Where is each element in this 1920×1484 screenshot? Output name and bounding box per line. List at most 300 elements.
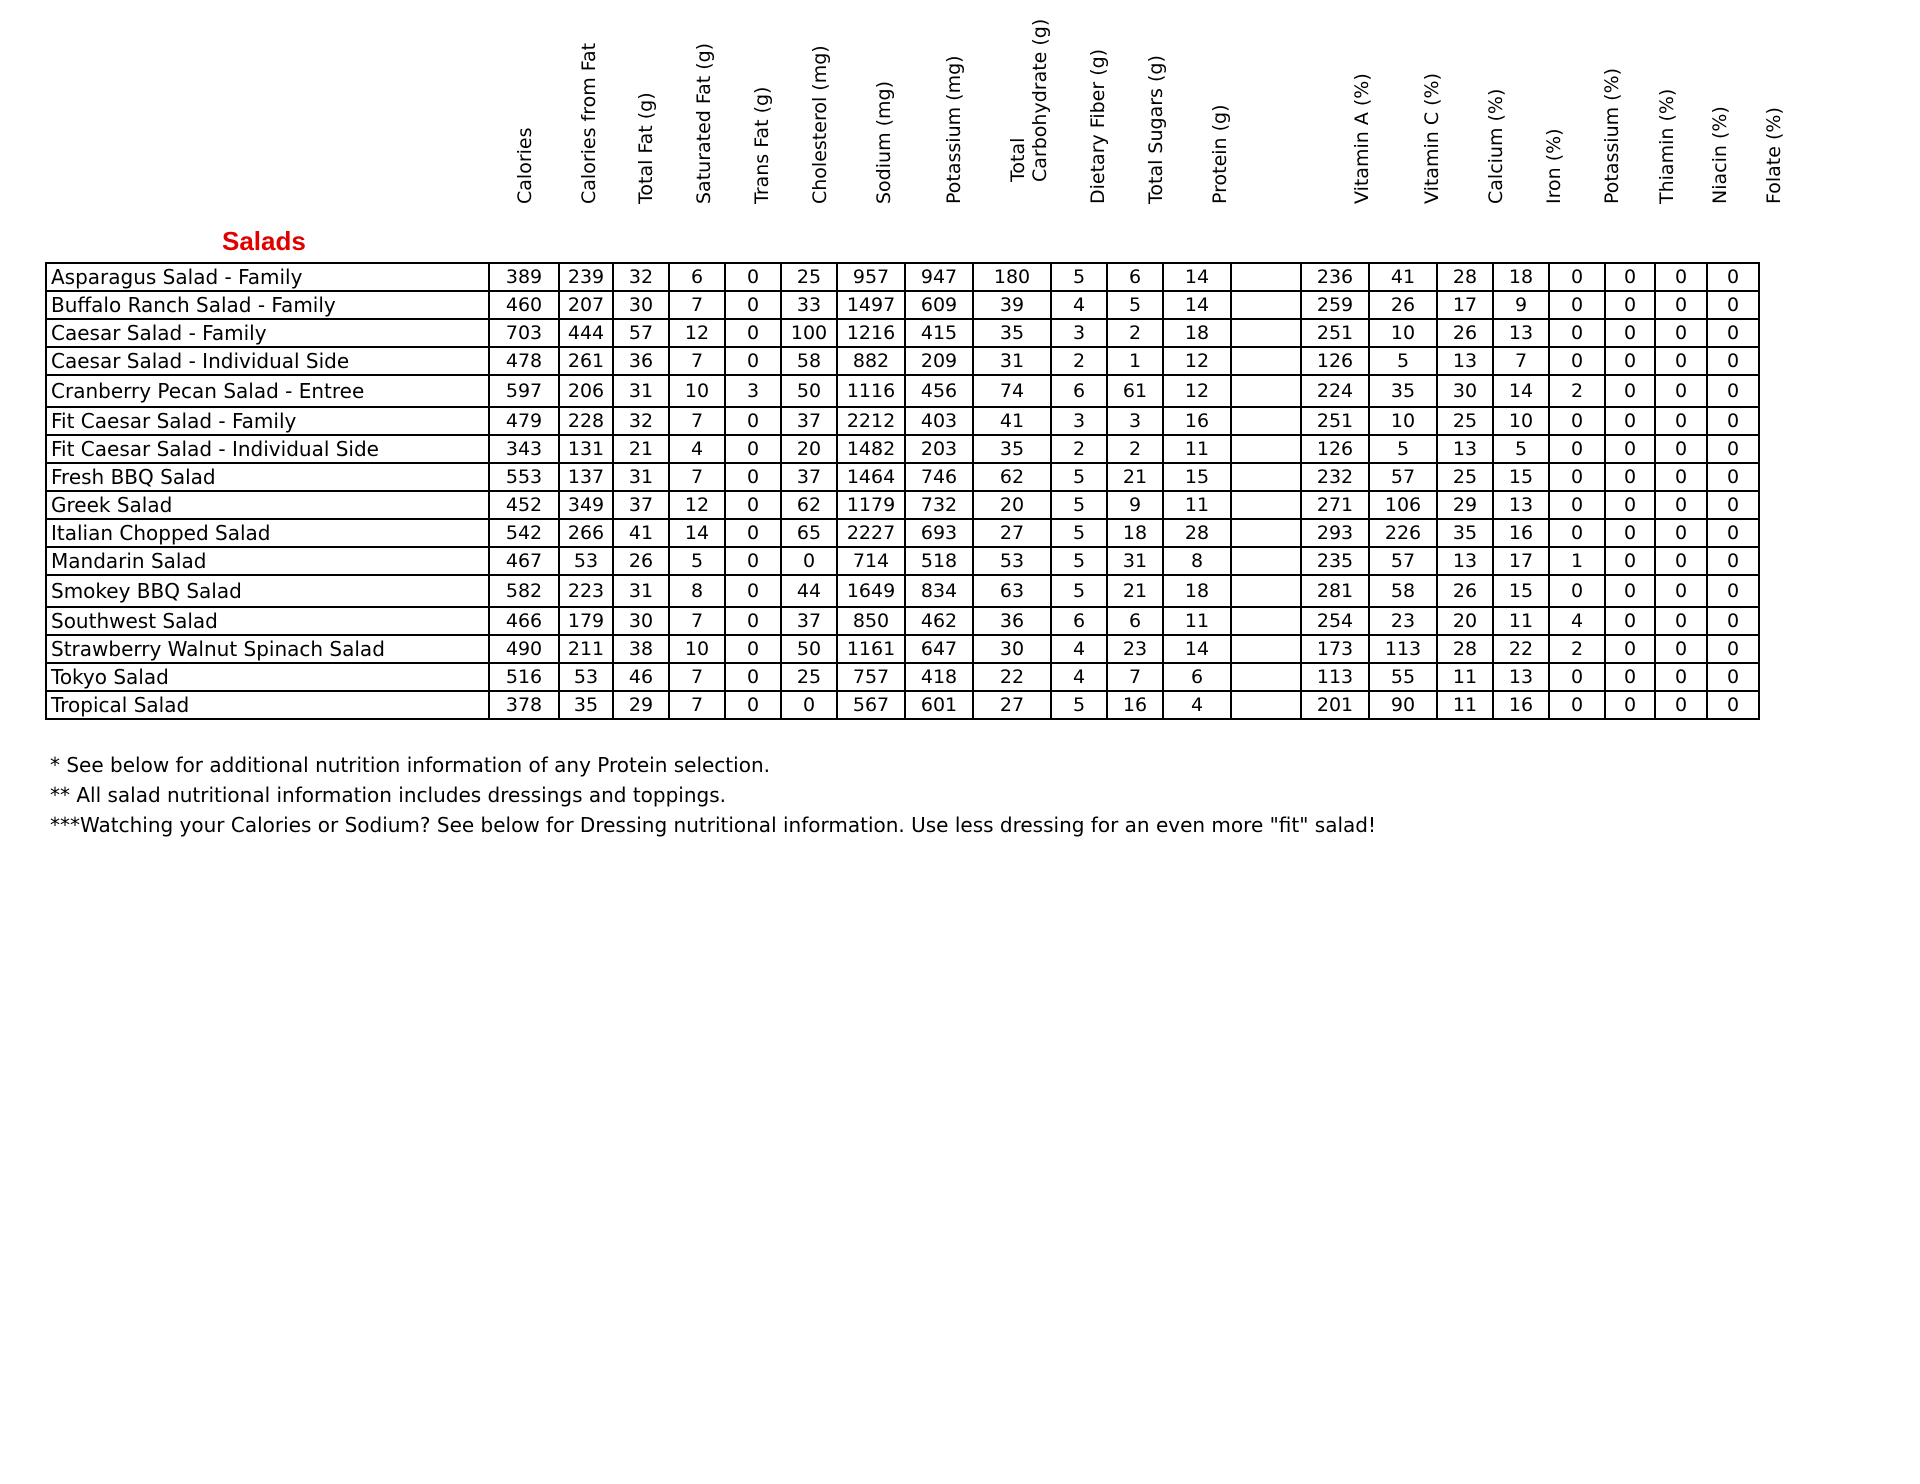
value-cell: 0 (725, 663, 781, 691)
item-name-cell: Mandarin Salad (46, 547, 489, 575)
value-cell: 5 (1051, 691, 1107, 719)
value-cell: 403 (905, 407, 973, 435)
table-row (46, 347, 1759, 375)
value-cell: 0 (1549, 435, 1605, 463)
value-cell: 30 (613, 291, 669, 319)
column-header (1070, 50, 1126, 226)
item-name-cell: Southwest Salad (46, 607, 489, 635)
value-cell (1231, 547, 1301, 575)
value-cell: 3 (725, 375, 781, 407)
value-cell: 4 (1163, 691, 1231, 719)
table-row (46, 519, 1759, 547)
value-cell: 20 (1437, 607, 1493, 635)
value-cell: 226 (1369, 519, 1437, 547)
value-cell: 0 (1605, 463, 1655, 491)
value-cell (1231, 491, 1301, 519)
value-cell: 1116 (837, 375, 905, 407)
section-title: Salads (222, 226, 306, 256)
value-cell: 415 (905, 319, 973, 347)
item-name-cell: Caesar Salad - Individual Side (46, 347, 489, 375)
value-cell: 57 (1369, 463, 1437, 491)
value-cell: 11 (1163, 491, 1231, 519)
value-cell: 211 (559, 635, 613, 663)
column-header-label: Total Fat (g) (635, 92, 657, 204)
value-cell: 11 (1437, 691, 1493, 719)
item-name-cell: Fresh BBQ Salad (46, 463, 489, 491)
item-name-cell: Smokey BBQ Salad (46, 575, 489, 607)
value-cell: 207 (559, 291, 613, 319)
value-cell: 57 (613, 319, 669, 347)
value-cell: 271 (1301, 491, 1369, 519)
value-cell: 703 (489, 319, 559, 347)
value-cell: 39 (973, 291, 1051, 319)
value-cell (1231, 463, 1301, 491)
value-cell: 62 (781, 491, 837, 519)
nutrition-table (45, 262, 1760, 720)
value-cell: 6 (1107, 263, 1163, 291)
column-header (1526, 50, 1582, 226)
value-cell: 0 (1707, 407, 1759, 435)
value-cell: 26 (1437, 575, 1493, 607)
table-row (46, 375, 1759, 407)
value-cell: 53 (973, 547, 1051, 575)
value-cell: 0 (1655, 347, 1707, 375)
value-cell: 7 (669, 407, 725, 435)
value-cell: 5 (1369, 347, 1437, 375)
value-cell: 17 (1493, 547, 1549, 575)
value-cell: 18 (1163, 319, 1231, 347)
value-cell: 2227 (837, 519, 905, 547)
value-cell: 0 (1707, 263, 1759, 291)
value-cell: 462 (905, 607, 973, 635)
value-cell: 7 (669, 607, 725, 635)
value-cell: 0 (1655, 635, 1707, 663)
value-cell: 478 (489, 347, 559, 375)
value-cell: 236 (1301, 263, 1369, 291)
value-cell (1231, 575, 1301, 607)
value-cell: 0 (1605, 319, 1655, 347)
value-cell: 131 (559, 435, 613, 463)
column-header-label: Vitamin C (%) (1421, 72, 1443, 204)
value-cell (1231, 663, 1301, 691)
value-cell: 542 (489, 519, 559, 547)
value-cell: 26 (613, 547, 669, 575)
value-cell: 0 (1549, 291, 1605, 319)
value-cell: 62 (973, 463, 1051, 491)
value-cell: 460 (489, 291, 559, 319)
value-cell: 2 (1549, 635, 1605, 663)
value-cell: 553 (489, 463, 559, 491)
value-cell: 850 (837, 607, 905, 635)
value-cell: 13 (1493, 491, 1549, 519)
value-cell: 74 (973, 375, 1051, 407)
value-cell: 30 (973, 635, 1051, 663)
value-cell: 0 (1655, 547, 1707, 575)
column-header (734, 50, 790, 226)
value-cell: 106 (1369, 491, 1437, 519)
value-cell: 206 (559, 375, 613, 407)
value-cell: 882 (837, 347, 905, 375)
value-cell: 20 (973, 491, 1051, 519)
value-cell: 467 (489, 547, 559, 575)
column-header-label: Dietary Fiber (g) (1087, 48, 1109, 204)
value-cell: 516 (489, 663, 559, 691)
value-cell: 281 (1301, 575, 1369, 607)
value-cell: 2 (1051, 347, 1107, 375)
value-cell: 16 (1493, 519, 1549, 547)
value-cell: 266 (559, 519, 613, 547)
item-name-cell: Buffalo Ranch Salad - Family (46, 291, 489, 319)
value-cell: 37 (781, 607, 837, 635)
column-header-label: Iron (%) (1543, 128, 1565, 204)
value-cell: 23 (1107, 635, 1163, 663)
column-header (676, 42, 732, 226)
column-header-label: Total (1007, 137, 1029, 182)
value-cell: 22 (1493, 635, 1549, 663)
value-cell: 10 (1369, 407, 1437, 435)
table-row (46, 407, 1759, 435)
value-cell: 5 (669, 547, 725, 575)
value-cell: 0 (1655, 319, 1707, 347)
value-cell: 35 (973, 435, 1051, 463)
value-cell: 61 (1107, 375, 1163, 407)
value-cell: 1161 (837, 635, 905, 663)
table-row (46, 607, 1759, 635)
value-cell: 5 (1051, 491, 1107, 519)
value-cell: 343 (489, 435, 559, 463)
value-cell: 0 (1549, 319, 1605, 347)
item-name-cell: Caesar Salad - Family (46, 319, 489, 347)
value-cell: 0 (1707, 491, 1759, 519)
column-header (1584, 50, 1640, 226)
value-cell: 18 (1163, 575, 1231, 607)
value-cell: 21 (613, 435, 669, 463)
value-cell: 0 (1605, 375, 1655, 407)
value-cell: 22 (973, 663, 1051, 691)
value-cell: 26 (1437, 319, 1493, 347)
value-cell: 33 (781, 291, 837, 319)
value-cell: 2 (1051, 435, 1107, 463)
value-cell: 518 (905, 547, 973, 575)
table-row (46, 663, 1759, 691)
value-cell: 0 (1605, 663, 1655, 691)
column-header (1398, 50, 1466, 226)
column-header-label: Folate (%) (1763, 107, 1785, 204)
value-cell: 57 (1369, 547, 1437, 575)
value-cell: 1464 (837, 463, 905, 491)
value-cell: 389 (489, 263, 559, 291)
value-cell: 11 (1493, 607, 1549, 635)
item-name-cell: Cranberry Pecan Salad - Entree (46, 375, 489, 407)
value-cell: 13 (1437, 435, 1493, 463)
value-cell: 418 (905, 663, 973, 691)
value-cell: 693 (905, 519, 973, 547)
value-cell: 50 (781, 375, 837, 407)
value-cell: 201 (1301, 691, 1369, 719)
value-cell: 0 (725, 263, 781, 291)
value-cell: 15 (1493, 575, 1549, 607)
column-header-label: Protein (g) (1209, 104, 1231, 204)
value-cell: 31 (973, 347, 1051, 375)
footnote-3: ***Watching your Calories or Sodium? See below for Dressing nutritional information. Use less dressing for an even more "fit" salad! (50, 813, 1376, 837)
value-cell: 29 (613, 691, 669, 719)
value-cell: 224 (1301, 375, 1369, 407)
column-header-label: Potassium (%) (1601, 67, 1623, 204)
value-cell: 2 (1107, 319, 1163, 347)
value-cell: 0 (1655, 491, 1707, 519)
value-cell: 90 (1369, 691, 1437, 719)
value-cell: 0 (1549, 519, 1605, 547)
table-row (46, 575, 1759, 607)
value-cell: 0 (1549, 463, 1605, 491)
value-cell: 0 (725, 463, 781, 491)
value-cell: 7 (669, 663, 725, 691)
value-cell: 0 (1655, 375, 1707, 407)
value-cell: 0 (781, 691, 837, 719)
value-cell: 0 (725, 319, 781, 347)
value-cell: 3 (1051, 407, 1107, 435)
value-cell: 28 (1163, 519, 1231, 547)
value-cell: 25 (1437, 407, 1493, 435)
table-row (46, 635, 1759, 663)
value-cell: 261 (559, 347, 613, 375)
table-row (46, 319, 1759, 347)
value-cell: 137 (559, 463, 613, 491)
value-cell: 46 (613, 663, 669, 691)
value-cell: 239 (559, 263, 613, 291)
value-cell: 14 (1163, 263, 1231, 291)
value-cell: 2212 (837, 407, 905, 435)
column-header-label: Niacin (%) (1709, 106, 1731, 204)
value-cell: 0 (1707, 519, 1759, 547)
value-cell: 0 (1707, 319, 1759, 347)
value-cell: 0 (1707, 291, 1759, 319)
value-cell: 31 (613, 375, 669, 407)
value-cell: 35 (1369, 375, 1437, 407)
value-cell: 0 (725, 347, 781, 375)
value-cell: 232 (1301, 463, 1369, 491)
column-header-label: Calories from Fat (578, 42, 600, 204)
value-cell: 609 (905, 291, 973, 319)
value-cell: 0 (1655, 291, 1707, 319)
value-cell: 11 (1163, 435, 1231, 463)
value-cell: 1 (1107, 347, 1163, 375)
value-cell: 36 (613, 347, 669, 375)
value-cell: 0 (1707, 463, 1759, 491)
value-cell: 9 (1107, 491, 1163, 519)
value-cell: 21 (1107, 463, 1163, 491)
value-cell: 0 (1655, 575, 1707, 607)
value-cell: 4 (1051, 635, 1107, 663)
value-cell: 11 (1437, 663, 1493, 691)
value-cell: 5 (1051, 519, 1107, 547)
value-cell: 0 (1707, 663, 1759, 691)
value-cell: 13 (1493, 663, 1549, 691)
value-cell: 31 (613, 463, 669, 491)
value-cell (1231, 291, 1301, 319)
value-cell: 957 (837, 263, 905, 291)
value-cell: 38 (613, 635, 669, 663)
value-cell: 28 (1437, 635, 1493, 663)
value-cell: 601 (905, 691, 973, 719)
value-cell: 13 (1493, 319, 1549, 347)
value-cell: 1 (1549, 547, 1605, 575)
column-header-label: Thiamin (%) (1656, 88, 1678, 204)
value-cell: 479 (489, 407, 559, 435)
value-cell: 10 (669, 375, 725, 407)
column-header-label: Cholesterol (mg) (809, 45, 831, 204)
value-cell: 251 (1301, 407, 1369, 435)
column-header-label: Saturated Fat (g) (693, 42, 715, 204)
column-header (562, 42, 616, 226)
value-cell: 0 (781, 547, 837, 575)
column-header (1328, 50, 1396, 226)
value-cell: 37 (613, 491, 669, 519)
value-cell: 0 (1655, 463, 1707, 491)
value-cell: 0 (1605, 575, 1655, 607)
value-cell: 0 (1549, 663, 1605, 691)
item-name-cell: Asparagus Salad - Family (46, 263, 489, 291)
value-cell: 0 (1549, 263, 1605, 291)
value-cell: 14 (1493, 375, 1549, 407)
item-name-cell: Fit Caesar Salad - Individual Side (46, 435, 489, 463)
value-cell: 7 (669, 347, 725, 375)
column-header (1186, 50, 1254, 226)
value-cell: 0 (1655, 607, 1707, 635)
value-cell: 10 (1369, 319, 1437, 347)
value-cell: 25 (1437, 463, 1493, 491)
value-cell: 25 (781, 663, 837, 691)
value-cell: 2 (1549, 375, 1605, 407)
value-cell: 3 (1051, 319, 1107, 347)
column-header-label: Carbohydrate (g) (1029, 18, 1051, 182)
value-cell: 0 (1605, 263, 1655, 291)
value-cell: 6 (669, 263, 725, 291)
value-cell: 12 (1163, 347, 1231, 375)
column-header (850, 50, 918, 226)
value-cell: 44 (781, 575, 837, 607)
footnotes (50, 750, 1376, 840)
value-cell: 4 (1051, 291, 1107, 319)
value-cell: 173 (1301, 635, 1369, 663)
column-header (1256, 50, 1326, 226)
value-cell: 757 (837, 663, 905, 691)
value-cell: 254 (1301, 607, 1369, 635)
value-cell: 13 (1437, 347, 1493, 375)
value-cell: 209 (905, 347, 973, 375)
value-cell: 5 (1107, 291, 1163, 319)
value-cell: 6 (1051, 607, 1107, 635)
value-cell: 567 (837, 691, 905, 719)
item-name-cell: Fit Caesar Salad - Family (46, 407, 489, 435)
table-row (46, 435, 1759, 463)
value-cell: 0 (1707, 347, 1759, 375)
value-cell: 37 (781, 407, 837, 435)
value-cell: 32 (613, 407, 669, 435)
value-cell: 41 (973, 407, 1051, 435)
value-cell: 235 (1301, 547, 1369, 575)
column-header (490, 50, 560, 226)
column-header (1694, 50, 1746, 226)
value-cell: 0 (1707, 435, 1759, 463)
column-header (1468, 50, 1524, 226)
value-cell: 14 (1163, 635, 1231, 663)
value-cell: 100 (781, 319, 837, 347)
value-cell: 0 (1655, 407, 1707, 435)
value-cell: 65 (781, 519, 837, 547)
value-cell (1231, 519, 1301, 547)
value-cell: 0 (725, 435, 781, 463)
value-cell: 5 (1051, 575, 1107, 607)
value-cell: 1497 (837, 291, 905, 319)
value-cell: 7 (669, 291, 725, 319)
value-cell: 53 (559, 663, 613, 691)
value-cell: 31 (613, 575, 669, 607)
value-cell: 349 (559, 491, 613, 519)
value-cell: 41 (613, 519, 669, 547)
value-cell: 10 (1493, 407, 1549, 435)
value-cell: 5 (1051, 463, 1107, 491)
table-row (46, 691, 1759, 719)
value-cell: 0 (1549, 575, 1605, 607)
value-cell: 20 (781, 435, 837, 463)
value-cell: 3 (1107, 407, 1163, 435)
column-header-label: Sodium (mg) (873, 80, 895, 204)
value-cell: 11 (1163, 607, 1231, 635)
value-cell: 5 (1051, 547, 1107, 575)
value-cell: 6 (1107, 607, 1163, 635)
value-cell: 35 (559, 691, 613, 719)
value-cell: 53 (559, 547, 613, 575)
column-header-label: Total Sugars (g) (1145, 55, 1167, 204)
item-name-cell: Italian Chopped Salad (46, 519, 489, 547)
value-cell: 7 (1493, 347, 1549, 375)
value-cell: 26 (1369, 291, 1437, 319)
item-name-cell: Tropical Salad (46, 691, 489, 719)
value-cell: 37 (781, 463, 837, 491)
value-cell: 378 (489, 691, 559, 719)
value-cell: 203 (905, 435, 973, 463)
value-cell: 452 (489, 491, 559, 519)
footnote-1: * See below for additional nutrition information of any Protein selection. (50, 753, 770, 777)
value-cell: 0 (1605, 607, 1655, 635)
value-cell (1231, 435, 1301, 463)
value-cell: 0 (1707, 375, 1759, 407)
value-cell: 179 (559, 607, 613, 635)
value-cell: 0 (1707, 547, 1759, 575)
column-header (618, 50, 674, 226)
value-cell: 32 (613, 263, 669, 291)
value-cell: 0 (1605, 291, 1655, 319)
value-cell: 35 (1437, 519, 1493, 547)
column-header (1642, 50, 1692, 226)
value-cell (1231, 691, 1301, 719)
value-cell: 1482 (837, 435, 905, 463)
value-cell: 7 (669, 463, 725, 491)
value-cell: 23 (1369, 607, 1437, 635)
column-header (1748, 50, 1800, 226)
value-cell: 0 (1605, 435, 1655, 463)
value-cell (1231, 607, 1301, 635)
value-cell: 732 (905, 491, 973, 519)
value-cell: 25 (781, 263, 837, 291)
value-cell (1231, 263, 1301, 291)
value-cell: 0 (725, 635, 781, 663)
value-cell: 29 (1437, 491, 1493, 519)
value-cell: 30 (1437, 375, 1493, 407)
value-cell: 0 (1605, 691, 1655, 719)
value-cell: 13 (1437, 547, 1493, 575)
